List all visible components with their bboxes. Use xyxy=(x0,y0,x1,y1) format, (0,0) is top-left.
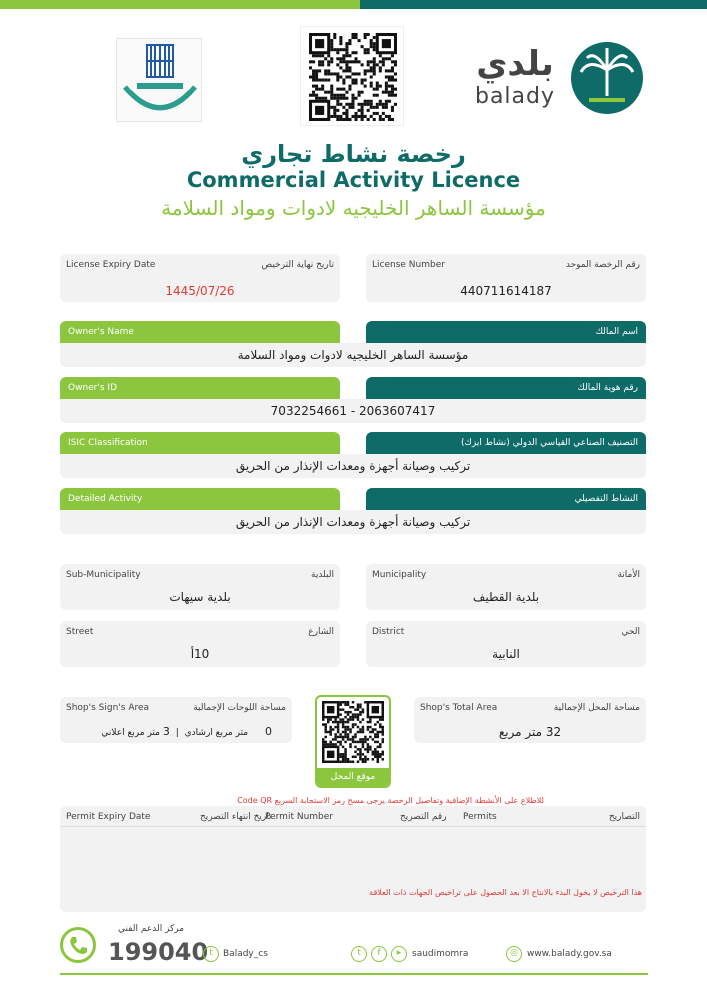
balady-logo xyxy=(465,40,645,120)
isic-label-ar: التصنيف الصناعي القياسي الدولي (نشاط ايزك) xyxy=(366,432,646,454)
owner-name-label-en: Owner's Name xyxy=(60,321,340,343)
district-box xyxy=(366,621,646,667)
municipality-label-en: Municipality xyxy=(372,570,427,580)
sign-area-u1: متر مربع ارشادي xyxy=(184,728,249,738)
sign-area-u2: متر مربع اعلاني xyxy=(101,728,160,738)
expiry-box xyxy=(60,254,340,302)
municipality-label-ar: الأمانة xyxy=(617,570,640,580)
sign-area-v2: 3 xyxy=(162,725,170,738)
detailed-activity-label-en: Detailed Activity xyxy=(60,488,340,510)
owner-id-value: 7032254661 - 2063607417 xyxy=(60,399,646,423)
facebook-icon: f xyxy=(371,946,387,962)
phone-icon xyxy=(60,927,96,963)
district-label-ar: الحي xyxy=(621,627,640,637)
youtube-icon: ▸ xyxy=(391,946,407,962)
permit-expiry-en: Permit Expiry Date xyxy=(66,812,151,822)
website-link[interactable]: www.balady.gov.sa xyxy=(527,949,612,959)
qr-code-location[interactable] xyxy=(315,695,391,788)
permit-expiry-ar: تاريخ انتهاء التصريح xyxy=(200,812,272,822)
sub-municipality-label-en: Sub-Municipality xyxy=(66,570,141,580)
permit-number-en: Permit Number xyxy=(265,812,333,822)
globe-icon: ◎ xyxy=(506,946,522,962)
footer-divider xyxy=(60,973,648,975)
permits-en: Permits xyxy=(463,812,497,822)
sign-area-values xyxy=(101,725,272,738)
twitter-icon: t xyxy=(203,946,219,962)
balady-en-text: balady xyxy=(474,84,556,109)
license-number-label-en: License Number xyxy=(372,260,445,270)
detailed-activity-value: تركيب وصيانة أجهزة ومعدات الإنذار من الحريق xyxy=(60,510,646,534)
owner-id-label-en: Owner's ID xyxy=(60,377,340,399)
twitter-handle[interactable]: Balady_cs xyxy=(223,949,268,959)
sign-area-sep: | xyxy=(175,728,179,738)
total-area-box xyxy=(414,697,646,743)
total-area-value: 32 متر مربع xyxy=(498,725,562,739)
owner-name-label-ar: اسم المالك xyxy=(366,321,646,343)
isic-label-en: ISIC Classification xyxy=(60,432,340,454)
expiry-value: 1445/07/26 xyxy=(165,284,235,298)
social-handle[interactable]: saudimomra xyxy=(412,949,469,959)
top-color-bar xyxy=(0,0,707,9)
qr-code-license xyxy=(300,26,404,126)
title-english: Commercial Activity Licence xyxy=(186,168,521,192)
qr-caption: موقع المحل xyxy=(317,768,389,786)
expiry-label-ar: تاريخ نهاية الترخيص xyxy=(261,260,334,270)
street-box xyxy=(60,621,340,667)
district-label-en: District xyxy=(372,627,405,637)
expiry-label-en: License Expiry Date xyxy=(66,260,156,270)
license-number-value: 440711614187 xyxy=(460,284,552,298)
palm-icon xyxy=(569,40,645,116)
sign-area-v1: 0 xyxy=(265,725,272,738)
permit-number-ar: رقم التصريح xyxy=(400,812,447,822)
license-number-box xyxy=(366,254,646,302)
qr-note: للاطلاع على الأنشطة الإضافية وتفاصيل الرخصة يرجى مسح رمز الاستجابة السريع Code QR xyxy=(237,796,544,805)
total-area-label-en: Shop's Total Area xyxy=(420,703,498,713)
title-arabic: رخصة نشاط تجاري xyxy=(241,140,466,168)
license-number-label-ar: رقم الرخصة الموحد xyxy=(565,260,640,270)
owner-id-label-ar: رقم هوية المالك xyxy=(366,377,646,399)
street-label-en: Street xyxy=(66,627,94,637)
establishment-name: مؤسسة الساهر الخليجيه لادوات ومواد السلامة xyxy=(161,196,546,220)
detailed-activity-label-ar: النشاط التفصيلي xyxy=(366,488,646,510)
total-area-label-ar: مساحة المحل الإجمالية xyxy=(553,703,640,713)
street-label-ar: الشارع xyxy=(308,627,334,637)
municipality-box xyxy=(366,564,646,610)
sign-area-label-ar: مساحة اللوحات الإجمالية xyxy=(193,703,286,713)
isic-value: تركيب وصيانة أجهزة ومعدات الإنذار من الحريق xyxy=(60,454,646,478)
sign-area-label-en: Shop's Sign's Area xyxy=(66,703,150,713)
sign-area-box xyxy=(60,697,292,743)
balady-ar-text: بلدي xyxy=(476,44,554,84)
permits-table xyxy=(60,806,646,912)
twitter-icon-2: t xyxy=(351,946,367,962)
district-value: النابية xyxy=(492,647,520,661)
sub-municipality-box xyxy=(60,564,340,610)
sub-municipality-label-ar: البلدية xyxy=(311,570,334,580)
municipality-value: بلدية القطيف xyxy=(472,590,540,604)
municipality-emblem xyxy=(116,38,202,122)
permits-note: هذا الترخيص لا يخول البدء بالانتاج الا بعد الحصول على تراخيص الجهات ذات العلاقة xyxy=(369,888,642,897)
owner-name-value: مؤسسة الساهر الخليجيه لادوات ومواد السلامة xyxy=(60,343,646,367)
street-value: 10أ xyxy=(190,647,210,661)
support-number[interactable]: 199040 xyxy=(108,938,209,966)
permits-ar: التصاريح xyxy=(608,812,640,822)
support-label: مركز الدعم الفني xyxy=(118,924,185,934)
sub-municipality-value: بلدية سيهات xyxy=(169,590,231,604)
